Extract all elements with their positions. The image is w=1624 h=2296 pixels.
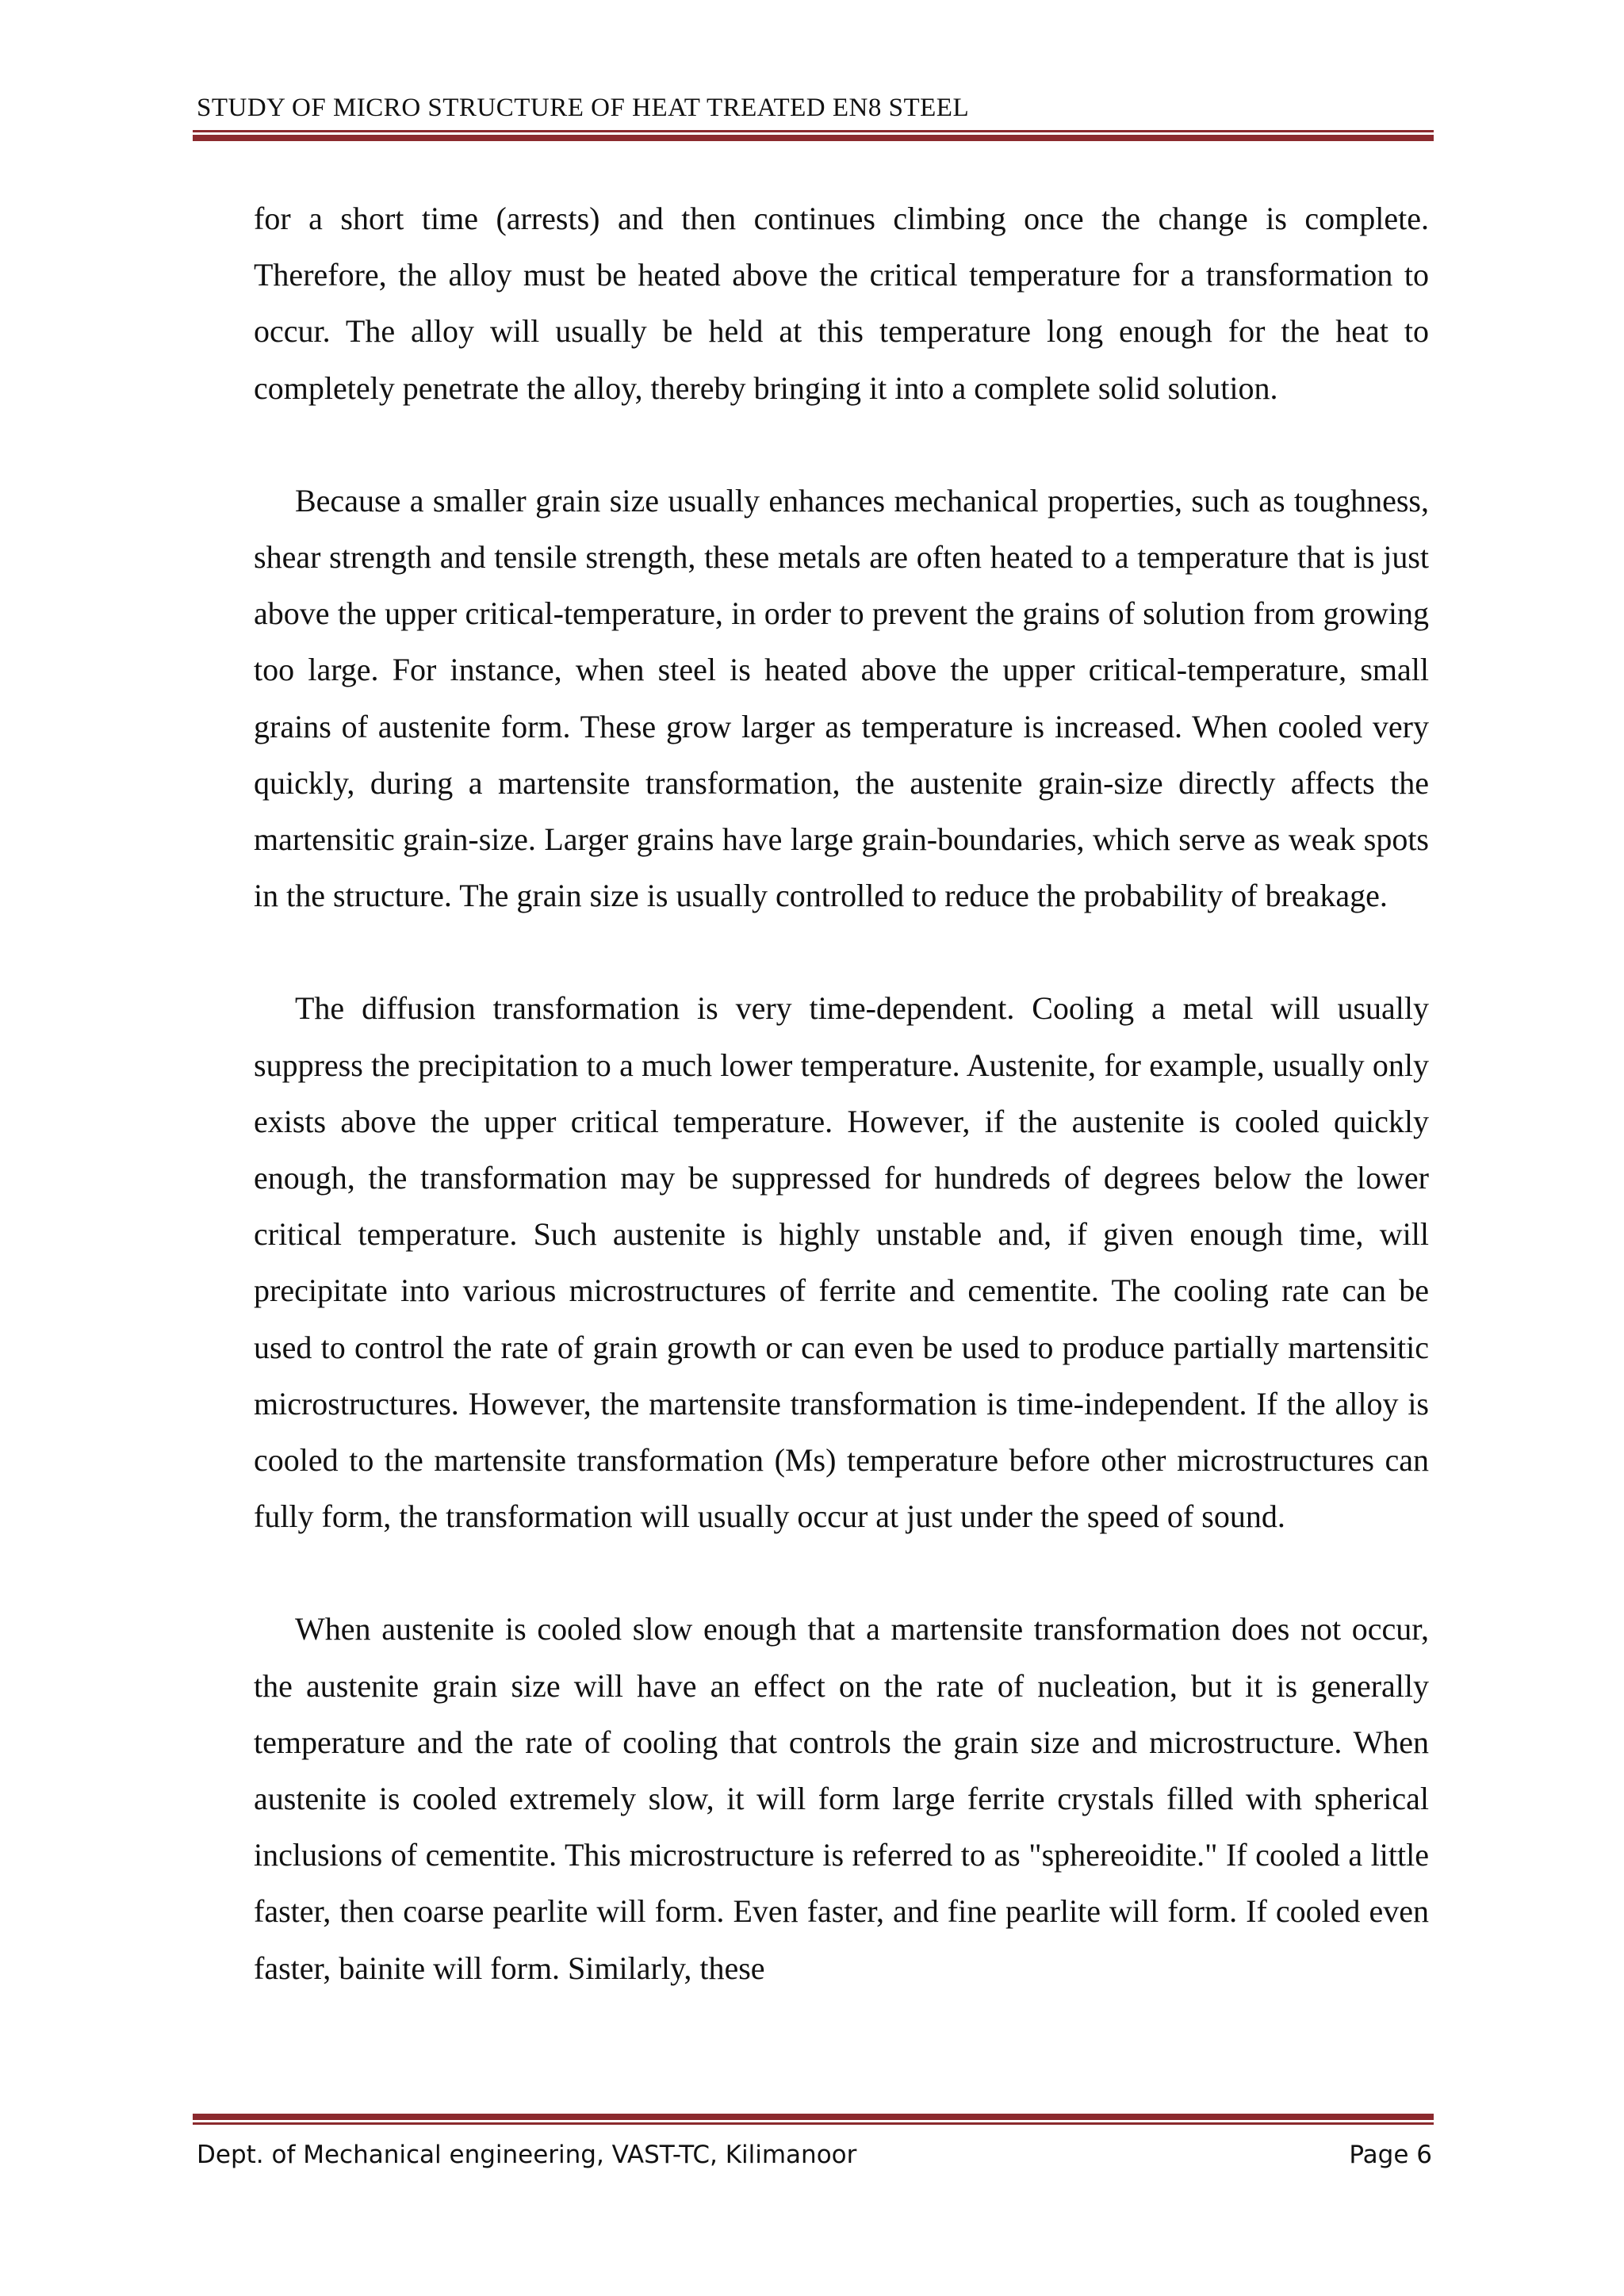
header-rule — [193, 130, 1434, 141]
footer-rule — [193, 2114, 1434, 2125]
header-rule-thick-line — [193, 135, 1434, 141]
paragraph-4: When austenite is cooled slow enough that a martensite transformation does not occur, the austenite grain size will have an effect on the rate of nucleation, but it is generally temperature and the rate of cooling that controls the grain size and microstructure. When austenite is cooled extremely slow, it will form large ferrite crystals filled with spherical inclusions of cementite. This microstructure is referred to as "sphereoidite." If cooled a little faster, then coarse pearlite will form. Even faster, and fine pearlite will form. If cooled even faster, bainite will form. Similarly, these — [254, 1611, 1429, 1986]
paragraph-1: for a short time (arrests) and then continues climbing once the change is complete. Therefore, the alloy must be heated above the critical temperature for a transformation to occur. The alloy will usually be held at this temperature long enough for the heat to completely penetrate the alloy, thereby bringing it into a complete solid solution. — [254, 201, 1429, 406]
footer-page-number: Page 6 — [1349, 2141, 1432, 2169]
running-header-title: STUDY OF MICRO STRUCTURE OF HEAT TREATED EN8 STEEL — [197, 94, 970, 122]
footer-department: Dept. of Mechanical engineering, VAST-TC, Kilimanoor — [197, 2141, 857, 2169]
paragraph-2: Because a smaller grain size usually enhances mechanical properties, such as toughness, shear strength and tensile strength, these metals are often heated to a temperature that is just above the upper critical-temperature, in order to prevent the grains of solution from growing too large. For instance, when steel is heated above the upper critical-temperature, small grains of austenite form. These grow larger as temperature is increased. When cooled very quickly, during a martensite transformation, the austenite grain-size directly affects the martensitic grain-size. Larger grains have large grain-boundaries, which serve as weak spots in the structure. The grain size is usually controlled to reduce the probability of breakage. — [254, 482, 1429, 914]
footer-rule-thick-line — [193, 2114, 1434, 2120]
page-body — [254, 190, 1429, 2053]
paragraph-3: The diffusion transformation is very time-dependent. Cooling a metal will usually suppress the precipitation to a much lower temperature. Austenite, for example, usually only exists above the upper critical temperature. However, if the austenite is cooled quickly enough, the transformation may be suppressed for hundreds of degrees below the lower critical temperature. Such austenite is highly unstable and, if given enough time, will precipitate into various microstructures of ferrite and cementite. The cooling rate can be used to control the rate of grain growth or can even be used to produce partially martensitic microstructures. However, the martensite transformation is time-independent. If the alloy is cooled to the martensite transformation (Ms) temperature before other microstructures can fully form, the transformation will usually occur at just under the speed of sound. — [254, 990, 1429, 1535]
footer-rule-thin-line — [193, 2122, 1434, 2125]
